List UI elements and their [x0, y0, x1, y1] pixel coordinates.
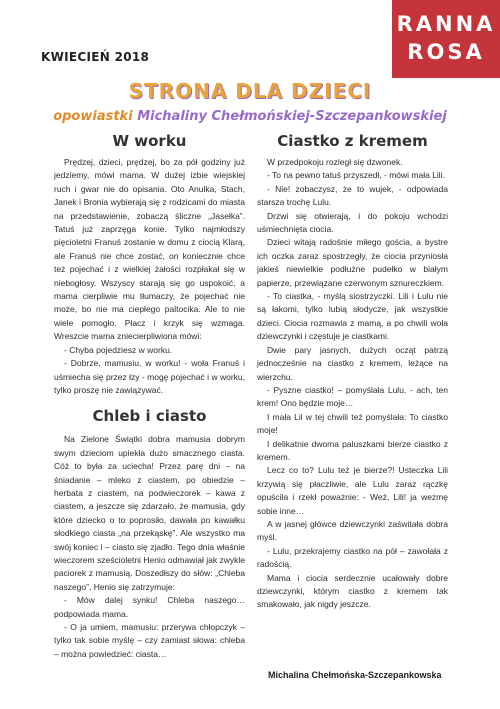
story-paragraph: Drzwi się otwierają, i do pokoju wchodzi uśmiechnięta ciocia.: [257, 210, 448, 235]
story-paragraph: - Lulu, przekrajemy ciastko na pół – zawołała z radością.: [257, 545, 448, 570]
story-paragraph: W przedpokoju rozległ się dzwonek.: [267, 157, 403, 167]
story-paragraph: - To ciastka, - myślą siostrzyczki. Lili i Lulu nie są łakomi, tylko lubią słodycze, jak wszystkie dzieci. Ciocia rozmawia z mamą, a po chwili woła dziewczynki i częstuje je ciastkami.: [257, 291, 448, 342]
magazine-logo: [392, 0, 500, 78]
logo-line-2: ROSA: [407, 40, 485, 64]
story-paragraph: Dzieci witają radośnie miłego gościa, a bystre ich oczka zaraz spostrzegły, że ciocia przyniosła jakieś niewielkie podłużne pudełko w białym papierze, przewiązane czerwonym sznureczkiem.: [257, 237, 448, 288]
story-paragraph: Prędzej, dzieci, prędzej, bo za pół godziny już jedziemy, mówi mama. W dużej izbie wiejskiej ruch i gwar nie do opisania. Oto Anulka, Stach, Janek i Bronia wybierają się z rodzicami do miasta na przedstawienie, zobaczą śliczne „Jasełka”. Tatuś już zaprzęga konie. Tylko najmłodszy pięcioletni Franuś zostanie w domu z ciocią Klarą, ale Franuś nie chce zostać, on koniecznie chce też pojechać i z wielkiej żałości rozpłakał się w niebogłosy. Wszyscy starają się go uspokoić, a mama cierpliwie mu tłumaczy, że pojechać nie może, bo nie ma ciepłego paltocika. Ale to nie wiele pomogło. Płacz i krzyk się wzmaga. Wreszcie mama zniecierpliwiona mówi:: [54, 157, 245, 342]
logo-line-1: RANNA: [396, 12, 496, 36]
right-column: [257, 132, 448, 612]
story-paragraph: Na Zielone Świątki dobra mamusia dobrym swym dzieciom upiekła dużo smacznego ciasta. Cóż to była za uciecha! Przez parę dni – na śniadanie – mleko z ciastem, po obiedzie – herbata z ciastem, na podwieczorek – kawa z ciastem, a jeszcze się zdarzało, że mamusia, gdy które dziecko o to poprosiło, dawała po kawałku słodkiego ciasta „na przekąskę”. Ale wszystko ma swój koniec i – ciasto się zjadło. Tego dnia właśnie wieczorem sześcioletni Henio odmawiał jak zwykle paciorek z mamusią. Doszedłszy do słów: „Chleba naszego”, Henio się zatrzymuje:: [54, 434, 245, 592]
subtitle-prefix: opowiastki: [53, 109, 133, 124]
story-paragraph: Dwie pary jasnych, dużych ocząt patrzą jednocześnie na ciastko z kremem, leżące na wierzchu.: [257, 344, 448, 382]
subtitle-author-names: Michaliny Chełmońskiej-Szczepankowskiej: [137, 109, 447, 124]
story-paragraph: - Nie! zobaczysz, że to wujek, - odpowiada starsza trochę Lulu.: [257, 183, 448, 208]
story-paragraph: - Chyba pojedziesz w worku.: [64, 344, 173, 355]
section-title: STRONA DLA DZIECI: [128, 79, 372, 103]
subtitle: [0, 109, 500, 124]
story-paragraph: I delikatnie dwoma paluszkami bierze ciastko z kremem.: [257, 438, 448, 462]
story-paragraph: - O ja umiem, mamusiu: przerywa chłopczyk – tylko tak sobie myślę – czy zamiast słowa: chleba – można powiedzieć: ciasta…: [54, 622, 245, 659]
story-paragraph: - Pyszne ciastko! – pomyślała Lulu, - ach, ten krem! Ono będzie moje…: [257, 384, 448, 409]
story-title-chleb-i-ciasto: Chleb i ciasto: [92, 407, 207, 426]
story-paragraph: Mama i ciocia serdecznie ucałowały dobre dziewczynki, którym ciastko z kremem tak smakowało, jak nigdy jeszcze.: [257, 572, 448, 610]
author-signature: Michalina Chełmońska-Szczepankowska: [268, 670, 442, 680]
left-column: [54, 132, 245, 661]
story-paragraph: - Dobrze, mamusiu, w worku! - woła Franuś i uśmiecha się przez łzy - mogę pojechać i w worku, tylko proszę nie zawiązywać.: [54, 358, 245, 395]
issue-date: KWIECIEŃ 2018: [41, 50, 150, 64]
story-paragraph: - Mów dalej synku! Chleba naszego… podpowiada mama.: [54, 595, 245, 619]
story-paragraph: Lecz co to? Lulu też je bierze?! Usteczka Lili krzywią się płaczliwie, ale Lulu zaraz rączkę opuściła i rzekł poważnie: - Weź, Lili! ja wezmę sobie inne…: [257, 465, 448, 516]
story-paragraph: I mała Lil w tej chwili też pomyślała: To ciastko moje!: [257, 411, 448, 436]
story-title-w-worku: W worku: [112, 132, 187, 150]
story-paragraph: - To na pewno tatuś przyszedł, - mówi mała Lili.: [267, 170, 445, 181]
story-paragraph: A w jasnej główce dziewczynki zaświtała dobra myśl.: [257, 518, 448, 543]
story-title-ciastko-z-kremem: Ciastko z kremem: [277, 132, 428, 150]
